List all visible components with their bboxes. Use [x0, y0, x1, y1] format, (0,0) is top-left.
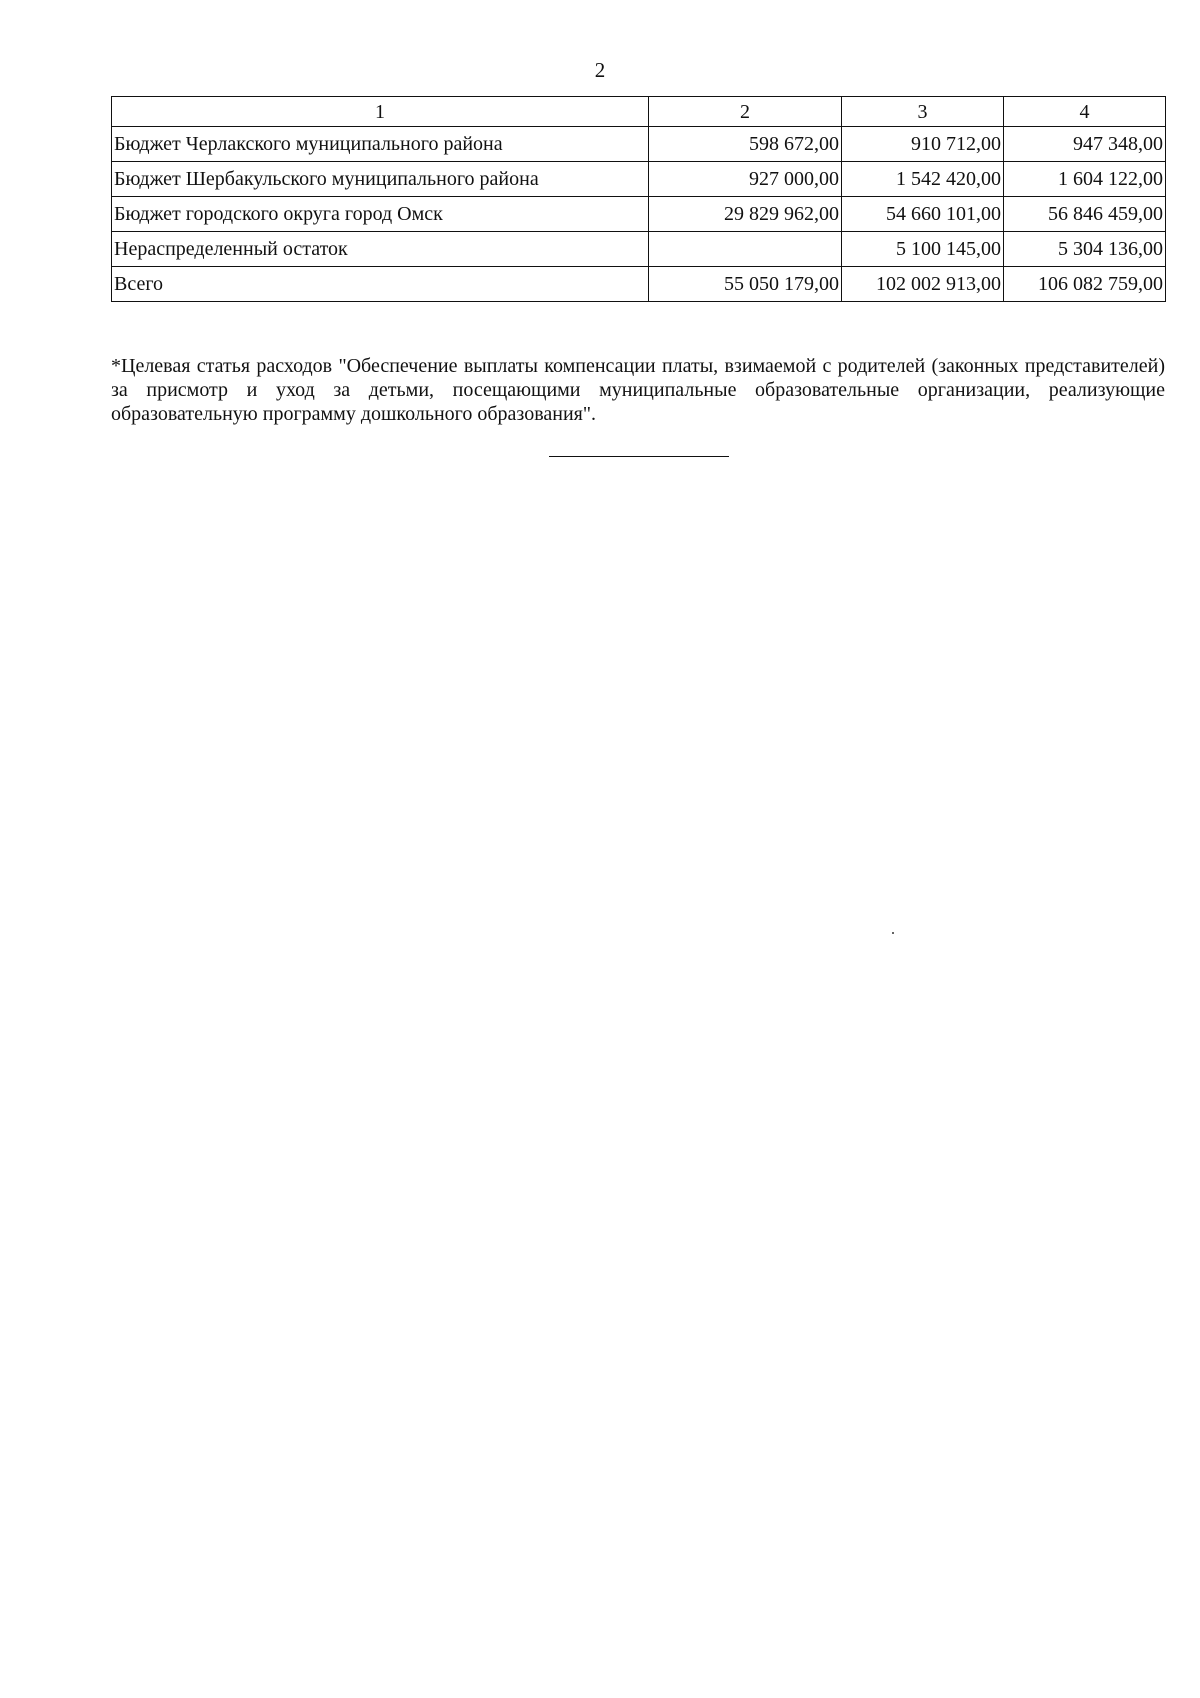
column-header-2: 2: [649, 97, 842, 127]
column-header-4: 4: [1004, 97, 1166, 127]
row-value-col4: 106 082 759,00: [1004, 267, 1166, 302]
table-total-row: [112, 267, 1166, 302]
row-value-col3: 102 002 913,00: [842, 267, 1004, 302]
row-value-col3: 5 100 145,00: [842, 232, 1004, 267]
row-value-col2: [649, 232, 842, 267]
row-value-col2: 598 672,00: [649, 127, 842, 162]
scan-speck: [892, 932, 894, 934]
row-label: Бюджет городского округа город Омск: [112, 197, 649, 232]
end-of-document-rule: [549, 456, 729, 457]
row-label: Бюджет Черлакского муниципального района: [112, 127, 649, 162]
row-value-col2: 55 050 179,00: [649, 267, 842, 302]
row-label: Нераспределенный остаток: [112, 232, 649, 267]
row-value-col4: 947 348,00: [1004, 127, 1166, 162]
row-label: Бюджет Шербакульского муниципального района: [112, 162, 649, 197]
table-row: [112, 232, 1166, 267]
row-label: Всего: [112, 267, 649, 302]
row-value-col3: 54 660 101,00: [842, 197, 1004, 232]
page-number: 2: [594, 58, 606, 82]
table-header-row: [112, 97, 1166, 127]
table-row: [112, 197, 1166, 232]
budget-distribution-table: [111, 96, 1166, 302]
row-value-col4: 5 304 136,00: [1004, 232, 1166, 267]
table-row: [112, 127, 1166, 162]
row-value-col2: 927 000,00: [649, 162, 842, 197]
row-value-col4: 1 604 122,00: [1004, 162, 1166, 197]
column-header-3: 3: [842, 97, 1004, 127]
table-row: [112, 162, 1166, 197]
column-header-1: 1: [112, 97, 649, 127]
row-value-col2: 29 829 962,00: [649, 197, 842, 232]
row-value-col4: 56 846 459,00: [1004, 197, 1166, 232]
footnote: *Целевая статья расходов "Обеспечение выплаты компенсации платы, взимаемой с родителей (законных представителей) за присмотр и уход за детьми, посещающими муниципальные образовательные организации, реализующие образовательную программу дошкольного образования".: [111, 355, 1165, 425]
row-value-col3: 910 712,00: [842, 127, 1004, 162]
row-value-col3: 1 542 420,00: [842, 162, 1004, 197]
